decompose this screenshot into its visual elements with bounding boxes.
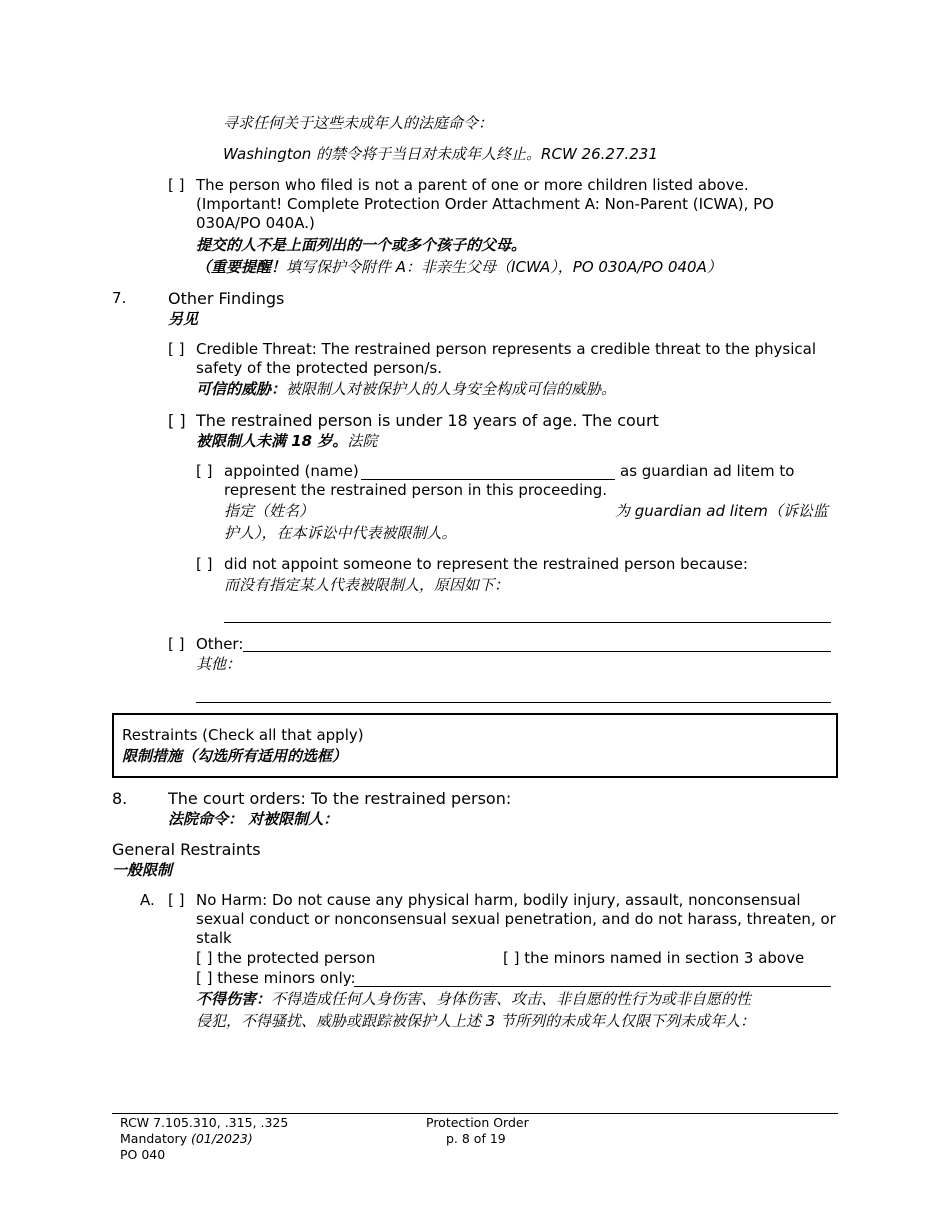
credible-threat-zh-rest: 被限制人对被保护人的人身安全构成可信的威胁。	[286, 380, 617, 398]
no-harm-checkbox[interactable]: [ ]	[168, 891, 185, 909]
not-appointed-checkbox[interactable]: [ ]	[196, 555, 213, 573]
footer-mandatory	[120, 1131, 253, 1147]
other-field[interactable]	[243, 651, 831, 652]
no-harm-zh1	[196, 990, 751, 1009]
these-minors-field[interactable]	[354, 986, 831, 987]
not-appointed-reason-field[interactable]	[224, 622, 831, 623]
seek-order-text-zh: 寻求任何关于这些未成年人的法庭命令：	[223, 114, 494, 132]
appointed-zh1-right: 为 guardian ad litem（诉讼监	[615, 502, 828, 520]
section8-title: The court orders: To the restrained person:	[168, 789, 512, 808]
other-label: Other:	[196, 635, 244, 653]
wa-order-end-text-zh: Washington 的禁令将于当日对未成年人终止。RCW 26.27.231	[223, 145, 658, 163]
nonparent-line3: 030A/PO 040A.)	[196, 214, 315, 232]
appointed-suffix: as guardian ad litem to	[620, 462, 795, 480]
footer-mandatory-label: Mandatory	[120, 1131, 188, 1146]
no-harm-line1: No Harm: Do not cause any physical harm, bodily injury, assault, nonconsensual	[196, 891, 801, 909]
footer-form-number: PO 040	[120, 1147, 166, 1162]
restraints-title: Restraints (Check all that apply)	[122, 726, 364, 744]
footer-rule	[112, 1113, 838, 1114]
appointed-zh2: 护人），在本诉讼中代表被限制人。	[224, 524, 457, 542]
protected-person-option[interactable]: [ ] the protected person	[196, 949, 376, 967]
no-harm-zh1-bold: 不得伤害：	[196, 990, 272, 1008]
no-harm-line3: stalk	[196, 929, 232, 947]
nonparent-zh2-rest: 填写保护令附件 A：非亲生父母（ICWA），PO 030A/PO 040A）	[286, 258, 722, 276]
credible-threat-zh-bold: 可信的威胁：	[196, 380, 287, 398]
these-minors-option[interactable]: [ ] these minors only:	[196, 969, 356, 987]
not-appointed-line1: did not appoint someone to represent the restrained person because:	[224, 555, 748, 573]
under18-zh	[196, 432, 377, 451]
credible-threat-zh	[196, 380, 616, 399]
appointed-prefix: appointed (name)	[224, 462, 359, 480]
other-checkbox[interactable]: [ ]	[168, 635, 185, 653]
under18-line1: The restrained person is under 18 years of age. The court	[196, 411, 659, 430]
footer-statute: RCW 7.105.310, .315, .325	[120, 1115, 289, 1130]
appointed-checkbox[interactable]: [ ]	[196, 462, 213, 480]
nonparent-line2: (Important! Complete Protection Order Attachment A: Non-Parent (ICWA), PO	[196, 195, 774, 213]
section8-title-zh: 法院命令： 对被限制人：	[168, 810, 339, 828]
no-harm-zh2: 侵犯，不得骚扰、威胁或跟踪被保护人上述 3 节所列的未成年人仅限下列未成年人：	[196, 1012, 756, 1030]
section7-title-zh: 另见	[168, 310, 199, 328]
minors-section3-option[interactable]: [ ] the minors named in section 3 above	[503, 949, 805, 967]
credible-threat-checkbox[interactable]: [ ]	[168, 340, 185, 358]
nonparent-zh1: 提交的人不是上面列出的一个或多个孩子的父母。	[196, 236, 527, 254]
credible-threat-line2: safety of the protected person/s.	[196, 359, 442, 377]
section7-number: 7.	[112, 289, 127, 307]
under18-checkbox[interactable]: [ ]	[168, 411, 186, 430]
other-label-zh: 其他：	[196, 655, 242, 673]
other-field-line2[interactable]	[196, 702, 831, 703]
nonparent-line1: The person who filed is not a parent of one or more children listed above.	[196, 176, 749, 194]
restraints-box	[112, 713, 838, 778]
section8-number: 8.	[112, 789, 128, 808]
appointed-zh1-left: 指定（姓名）	[224, 502, 315, 520]
no-harm-line2: sexual conduct or nonconsensual sexual penetration, and do not harass, threaten, or	[196, 910, 836, 928]
restraints-title-zh: 限制措施（勾选所有适用的选框）	[122, 747, 348, 765]
no-harm-zh1-rest: 不得造成任何人身伤害、身体伤害、攻击、非自愿的性行为或非自愿的性	[271, 990, 752, 1008]
item-a-letter: A.	[140, 891, 155, 909]
nonparent-zh2	[196, 258, 722, 277]
guardian-name-field[interactable]	[361, 479, 615, 480]
nonparent-checkbox[interactable]: [ ]	[168, 176, 185, 194]
general-restraints-title: General Restraints	[112, 840, 261, 859]
footer-doc-title: Protection Order	[426, 1115, 529, 1130]
footer-page-number: p. 8 of 19	[446, 1131, 506, 1146]
credible-threat-line1: Credible Threat: The restrained person represents a credible threat to the physical	[196, 340, 817, 358]
footer-mandatory-date: (01/2023)	[191, 1131, 253, 1146]
under18-zh-rest: 法院	[347, 432, 378, 450]
section7-title: Other Findings	[168, 289, 285, 308]
appointed-line2: represent the restrained person in this proceeding.	[224, 481, 608, 499]
general-restraints-title-zh: 一般限制	[112, 861, 173, 879]
nonparent-zh2-bold: （重要提醒！	[196, 258, 287, 276]
not-appointed-zh: 而没有指定某人代表被限制人，原因如下：	[224, 576, 510, 594]
under18-zh-bold: 被限制人未满 18 岁。	[196, 432, 348, 450]
